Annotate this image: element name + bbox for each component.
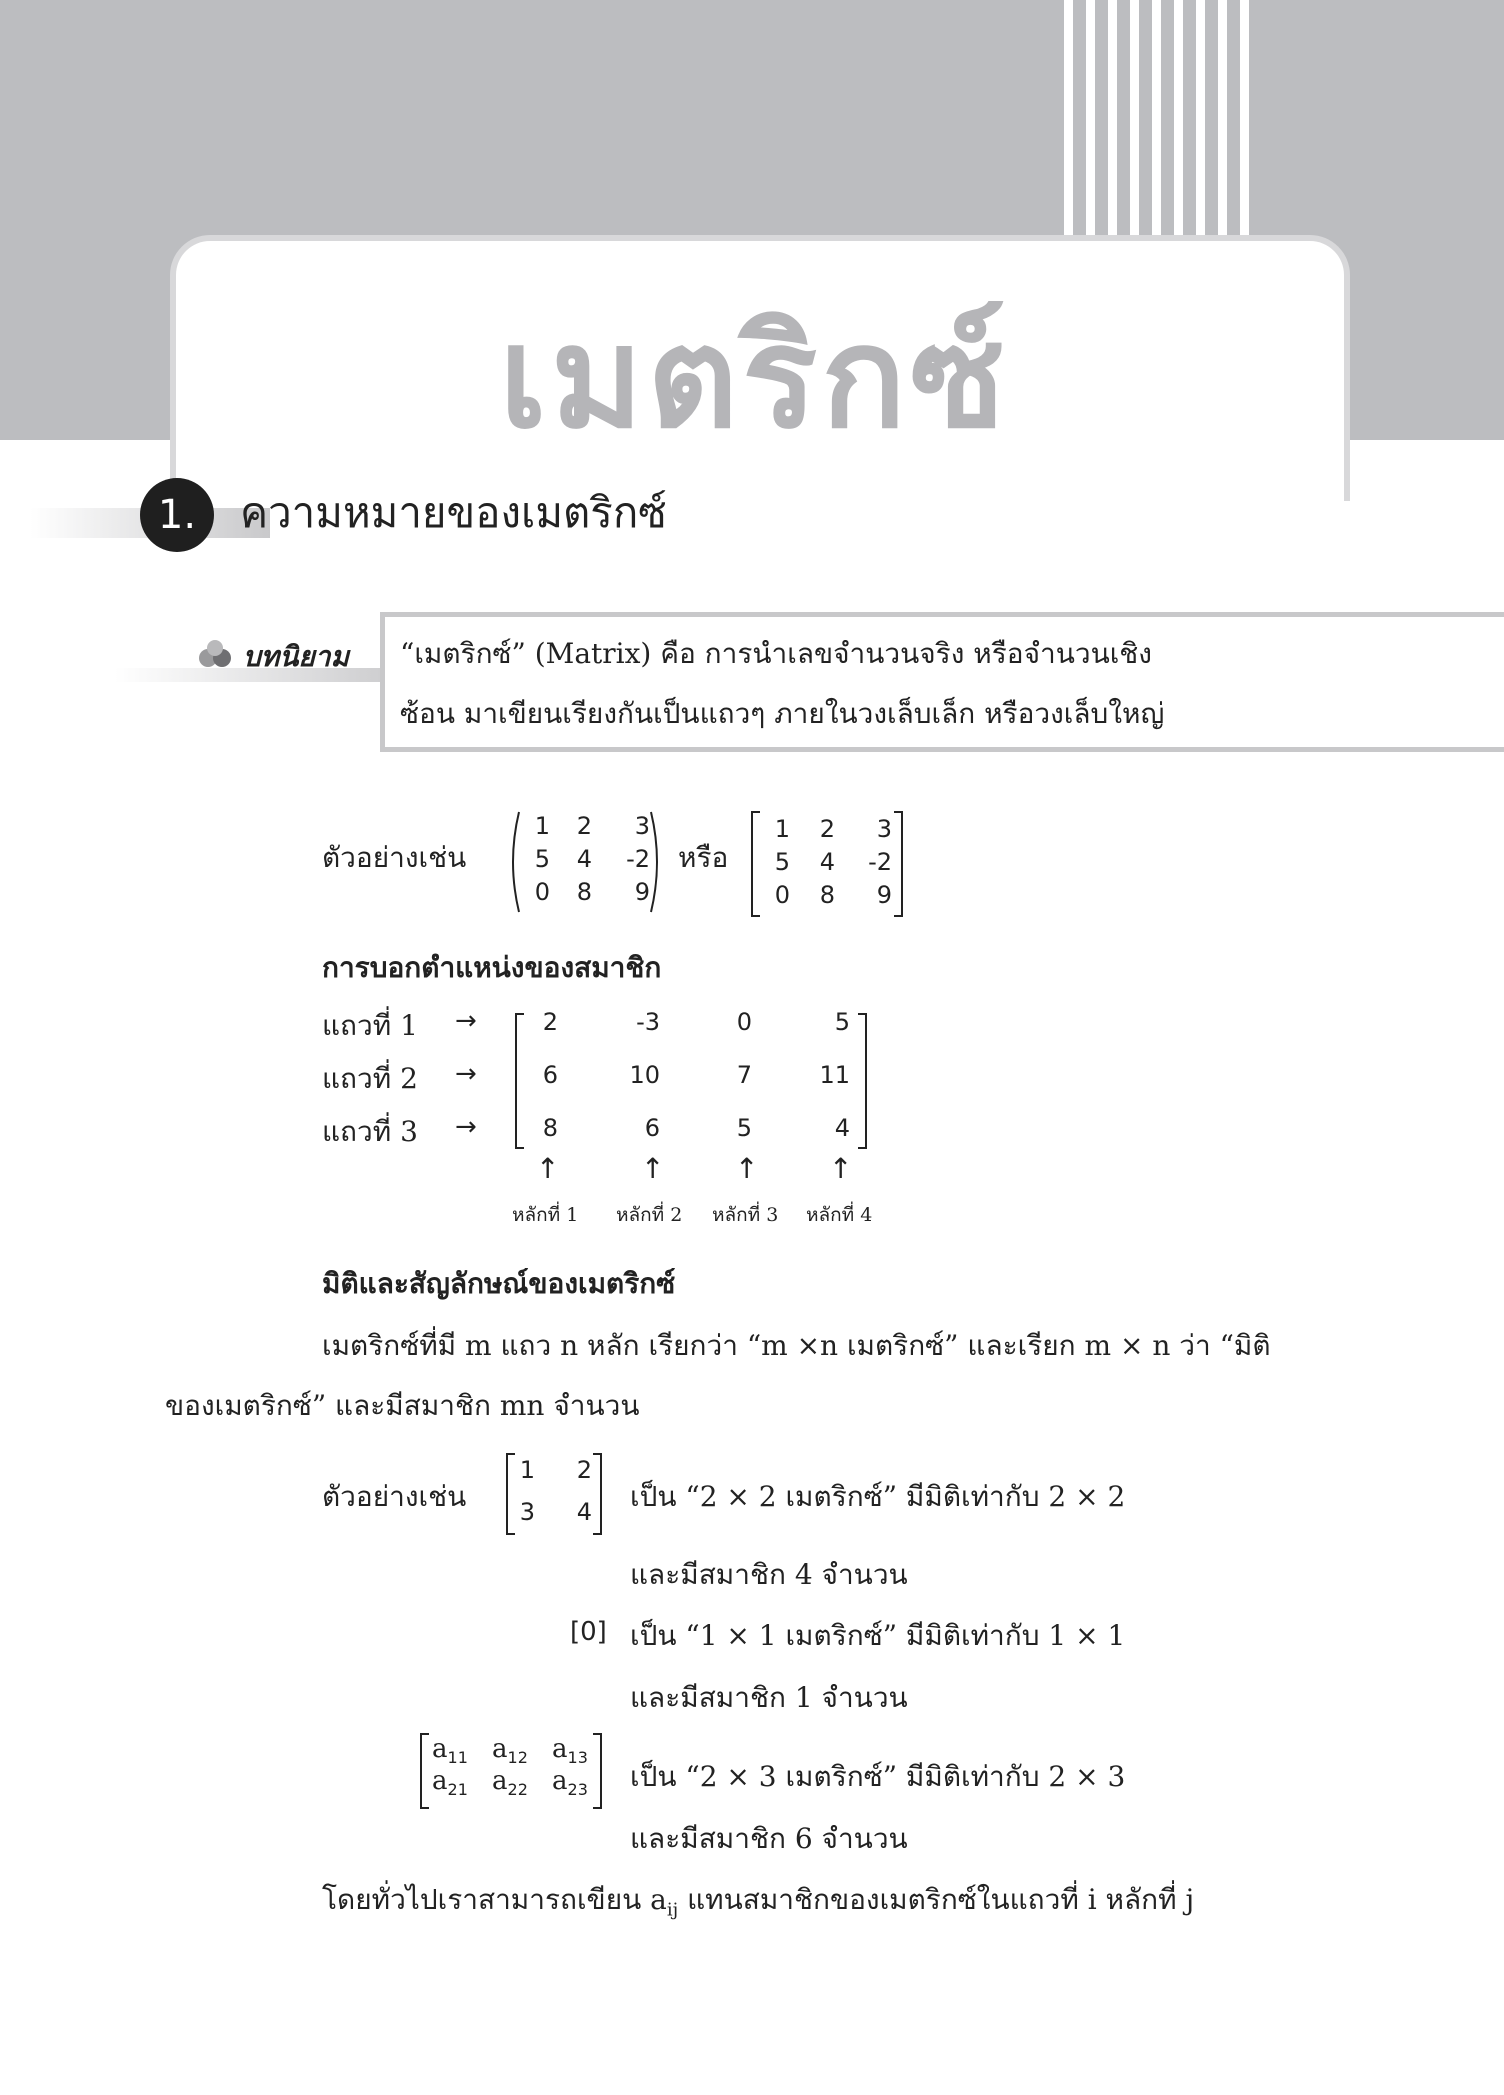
header-stripe bbox=[1218, 0, 1227, 240]
matrix-element: $a_{13}$ bbox=[552, 1734, 588, 1768]
definition-label: บทนิยาม bbox=[243, 640, 349, 673]
matrix-cell: 4 bbox=[834, 1114, 850, 1142]
matrix-cell: 9 bbox=[876, 881, 892, 909]
example-members: และมีสมาชิก 4 จำนวน bbox=[630, 1558, 908, 1591]
definition-line-2: ซ้อน มาเขียนเรียงกันเป็นแถวๆ ภายในวงเล็บเล็ก หรือวงเล็บใหญ่ bbox=[400, 697, 1165, 730]
matrix-cell: 2 bbox=[542, 1008, 558, 1036]
header-stripe bbox=[1240, 0, 1249, 240]
dimension-heading: มิติและสัญลักษณ์ของเมตริกซ์ bbox=[322, 1267, 676, 1300]
example-description: เป็น “2 × 3 เมตริกซ์” มีมิติเท่ากับ 2 × 3 bbox=[630, 1760, 1126, 1793]
column-label: หลักที่ 3 bbox=[712, 1204, 779, 1226]
matrix-cell: 5 bbox=[534, 845, 550, 873]
matrix-element: $a_{22}$ bbox=[492, 1766, 528, 1800]
matrix-cell: 0 bbox=[534, 878, 550, 906]
matrix-element: $a_{21}$ bbox=[432, 1766, 468, 1800]
matrix-cell: 9 bbox=[634, 878, 650, 906]
section-number: 1. bbox=[140, 478, 214, 552]
matrix-cell: 5 bbox=[834, 1008, 850, 1036]
dimension-paragraph-line-1: เมตริกซ์ที่มี m แถว n หลัก เรียกว่า “m ×n เมตริกซ์” และเรียก m × n ว่า “มิติ bbox=[322, 1329, 1271, 1362]
row-label: แถวที่ 3 bbox=[322, 1115, 418, 1148]
matrix-cell: 5 bbox=[736, 1114, 752, 1142]
example-label: ตัวอย่างเช่น bbox=[322, 1480, 467, 1513]
matrix-cell: 1 bbox=[519, 1456, 535, 1484]
matrix-cell: 6 bbox=[644, 1114, 660, 1142]
matrix-cell: 0 bbox=[736, 1008, 752, 1036]
header-stripe bbox=[1196, 0, 1205, 240]
right-arrow-icon: → bbox=[455, 1006, 477, 1036]
header-stripe bbox=[1174, 0, 1183, 240]
or-text: หรือ bbox=[678, 841, 729, 874]
matrix-cell: 8 bbox=[542, 1114, 558, 1142]
matrix-cell: 3 bbox=[876, 815, 892, 843]
header-stripe bbox=[1064, 0, 1073, 240]
row-label: แถวที่ 1 bbox=[322, 1009, 418, 1042]
column-label: หลักที่ 4 bbox=[806, 1204, 873, 1226]
example-members: และมีสมาชิก 1 จำนวน bbox=[630, 1681, 908, 1714]
matrix-element: $a_{12}$ bbox=[492, 1734, 528, 1768]
matrix-element: $a_{23}$ bbox=[552, 1766, 588, 1800]
matrix-cell: 4 bbox=[576, 1498, 592, 1526]
matrix-element: $a_{11}$ bbox=[432, 1734, 468, 1768]
dimension-paragraph-line-2: ของเมตริกซ์” และมีสมาชิก mn จำนวน bbox=[165, 1389, 640, 1422]
up-arrow-icon: ↑ bbox=[536, 1152, 560, 1185]
header-stripe bbox=[1086, 0, 1095, 240]
matrix-cell: 8 bbox=[576, 878, 592, 906]
column-label: หลักที่ 1 bbox=[512, 1204, 579, 1226]
example-label: ตัวอย่างเช่น bbox=[322, 841, 467, 874]
header-stripe bbox=[1152, 0, 1161, 240]
matrix-cell: 0 bbox=[774, 881, 790, 909]
right-arrow-icon: → bbox=[455, 1112, 477, 1142]
matrix-cell: 3 bbox=[519, 1498, 535, 1526]
matrix-cell: -2 bbox=[868, 848, 892, 876]
example-description: เป็น “1 × 1 เมตริกซ์” มีมิติเท่ากับ 1 × 1 bbox=[630, 1619, 1126, 1652]
header-stripe bbox=[1108, 0, 1117, 240]
example-description: เป็น “2 × 2 เมตริกซ์” มีมิติเท่ากับ 2 × 2 bbox=[630, 1480, 1126, 1513]
positions-heading: การบอกตำแหน่งของสมาชิก bbox=[322, 951, 662, 984]
definition-line-1: “เมตริกซ์” (Matrix) คือ การนำเลขจำนวนจริง หรือจำนวนเชิง bbox=[400, 637, 1152, 670]
example-members: และมีสมาชิก 6 จำนวน bbox=[630, 1822, 908, 1855]
matrix-cell: 8 bbox=[819, 881, 835, 909]
matrix-cell: 1 bbox=[774, 815, 790, 843]
matrix-cell: 3 bbox=[634, 812, 650, 840]
matrix-cell: 10 bbox=[629, 1061, 660, 1089]
matrix-cell: 6 bbox=[542, 1061, 558, 1089]
matrix-cell: 2 bbox=[819, 815, 835, 843]
right-arrow-icon: → bbox=[455, 1059, 477, 1089]
row-label: แถวที่ 2 bbox=[322, 1062, 418, 1095]
up-arrow-icon: ↑ bbox=[829, 1152, 853, 1185]
matrix-cell: -2 bbox=[626, 845, 650, 873]
column-label: หลักที่ 2 bbox=[616, 1204, 683, 1226]
matrix-cell: 7 bbox=[736, 1061, 752, 1089]
section-title: ความหมายของเมตริกซ์ bbox=[240, 488, 667, 537]
matrix-cell: 1 bbox=[534, 812, 550, 840]
header-stripe bbox=[1130, 0, 1139, 240]
matrix-cell: 11 bbox=[819, 1061, 850, 1089]
scalar-matrix: [0] bbox=[570, 1617, 607, 1647]
matrix-cell: 5 bbox=[774, 848, 790, 876]
matrix-cell: -3 bbox=[636, 1008, 660, 1036]
matrix-cell: 4 bbox=[576, 845, 592, 873]
molecule-icon bbox=[196, 640, 236, 670]
general-statement: โดยทั่วไปเราสามารถเขียน $a_{ij}$ แทนสมาชิกของเมตริกซ์ในแถวที่ i หลักที่ j bbox=[322, 1883, 1195, 1921]
matrix-cell: 2 bbox=[576, 1456, 592, 1484]
chapter-title: เมตริกซ์ bbox=[498, 297, 1010, 460]
matrix-cell: 4 bbox=[819, 848, 835, 876]
up-arrow-icon: ↑ bbox=[735, 1152, 759, 1185]
up-arrow-icon: ↑ bbox=[641, 1152, 665, 1185]
matrix-cell: 2 bbox=[576, 812, 592, 840]
